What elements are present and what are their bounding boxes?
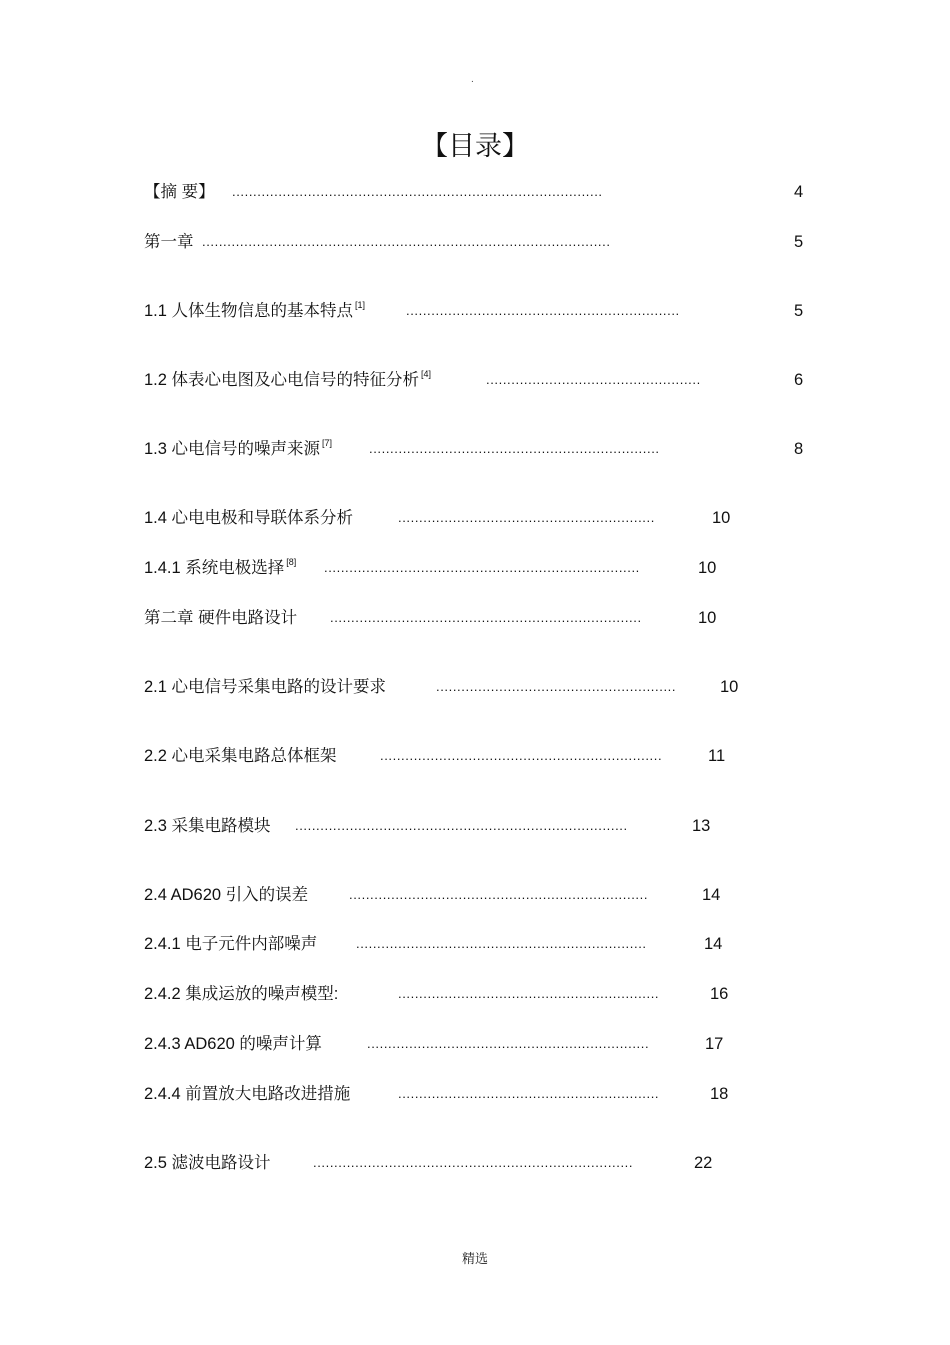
toc-entry-label [144,300,365,324]
toc-entry-title: 【摘 要】 [144,183,215,201]
toc-entry[interactable] [144,983,824,1005]
toc-entry-label [144,231,194,253]
toc-entry-citation: [4] [421,369,432,379]
toc-entry-label [144,438,332,462]
toc-entry[interactable] [144,181,824,203]
toc-entry[interactable] [144,557,824,579]
toc-entry-label [144,1033,322,1055]
toc-entry-citation: [7] [322,438,333,448]
toc-entry-title: 2.4.4 前置放大电路改进措施 [144,1085,351,1103]
toc-entry-title: 2.4.2 集成运放的噪声模型: [144,985,339,1003]
toc-entry-page-number: 16 [710,985,729,1003]
toc-entry-leader-dots: ......................................................... [436,679,677,694]
toc-entry-label [144,507,353,529]
toc-entry-citation: [1] [355,300,366,310]
toc-entry-page-number: 14 [702,886,721,904]
toc-entry-title: 1.1 人体生物信息的基本特点 [144,302,354,320]
toc-entry-leader-dots: ..................................................................... [356,936,647,951]
toc-entry-label [144,557,296,581]
toc-entry-label [144,933,317,955]
toc-entry-title: 2.4.3 AD620 的噪声计算 [144,1035,322,1053]
toc-entry-page-number: 4 [794,183,804,201]
toc-entry-title: 1.2 体表心电图及心电信号的特征分析 [144,371,420,389]
toc-entry-title: 2.5 滤波电路设计 [144,1154,271,1172]
toc-entry-page-number: 5 [794,302,804,320]
toc-entry-title: 第一章 [144,233,194,251]
toc-entry-label [144,884,308,906]
toc-entry[interactable] [144,1033,824,1055]
toc-entry-label [144,815,271,837]
toc-entry-title: 2.4.1 电子元件内部噪声 [144,935,318,953]
toc-entry[interactable] [144,369,824,391]
toc-entry-leader-dots: .............................................................. [398,1086,660,1101]
toc-entry-leader-dots: ............................................................. [398,510,655,525]
toc-entry-leader-dots: ................................................................................................. [202,234,611,249]
toc-entry-label [144,607,297,629]
toc-entry-label [144,745,337,767]
toc-entry-title: 第二章 硬件电路设计 [144,609,298,627]
toc-entry-page-number: 18 [710,1085,729,1103]
toc-entry-title: 2.1 心电信号采集电路的设计要求 [144,678,387,696]
toc-entry-leader-dots: ............................................................................... [295,818,628,833]
page-footer: 精选 [461,1251,488,1266]
toc-entry-leader-dots: ................................................................. [406,303,680,318]
toc-entry-page-number: 5 [794,233,804,251]
toc-entry-page-number: 10 [720,678,739,696]
toc-entry-title: 2.2 心电采集电路总体框架 [144,747,337,765]
toc-entry[interactable] [144,231,824,253]
toc-entry-leader-dots: ........................................................................................ [232,184,603,199]
toc-entry-page-number: 14 [704,935,723,953]
toc-entry-title: 1.3 心电信号的噪声来源 [144,440,321,458]
toc-entry[interactable] [144,815,824,837]
toc-entry-leader-dots: ..................................................................... [369,441,660,456]
toc-entry-label [144,181,215,203]
toc-entry-page-number: 22 [694,1154,713,1172]
toc-entry-leader-dots: ................................................................... [380,748,663,763]
toc-entry-label [144,1083,350,1105]
toc-entry-page-number: 17 [705,1035,724,1053]
toc-entry[interactable] [144,745,824,767]
toc-entry-page-number: 11 [708,747,726,765]
toc-entry[interactable] [144,607,824,629]
toc-entry-label [144,369,431,393]
toc-entry[interactable] [144,884,824,906]
toc-entry-page-number: 10 [698,609,717,627]
toc-entry[interactable] [144,438,824,460]
toc-entry[interactable] [144,676,824,698]
page-title: 【目录】 [421,131,529,162]
toc-entry-page-number: 10 [712,509,731,527]
toc-entry-title: 2.3 采集电路模块 [144,817,271,835]
toc-entry-label [144,676,386,698]
toc-entry-title: 1.4.1 系统电极选择 [144,559,285,577]
toc-entry-label [144,1152,271,1174]
toc-entry-leader-dots: .......................................................................... [330,610,642,625]
toc-entry[interactable] [144,933,824,955]
toc-entry-page-number: 10 [698,559,717,577]
toc-entry-title: 1.4 心电电极和导联体系分析 [144,509,354,527]
toc-entry-page-number: 13 [692,817,711,835]
toc-entry-page-number: 6 [794,371,804,389]
header-mark: . [471,74,474,85]
toc-entry[interactable] [144,1083,824,1105]
toc-entry[interactable] [144,1152,824,1174]
toc-entry-leader-dots: ................................................................... [367,1036,650,1051]
toc-entry-leader-dots: ................................................... [486,372,701,387]
toc-entry-leader-dots: .............................................................. [398,986,660,1001]
toc-entry[interactable] [144,507,824,529]
toc-entry-leader-dots: ....................................................................... [349,887,649,902]
toc-entry-title: 2.4 AD620 引入的误差 [144,886,309,904]
toc-entry-label [144,983,338,1005]
toc-entry-leader-dots: ............................................................................ [313,1155,634,1170]
toc-entry[interactable] [144,300,824,322]
toc-entry-page-number: 8 [794,440,804,458]
toc-entry-leader-dots: ........................................................................... [324,560,640,575]
toc-entry-citation: [8] [286,557,297,567]
